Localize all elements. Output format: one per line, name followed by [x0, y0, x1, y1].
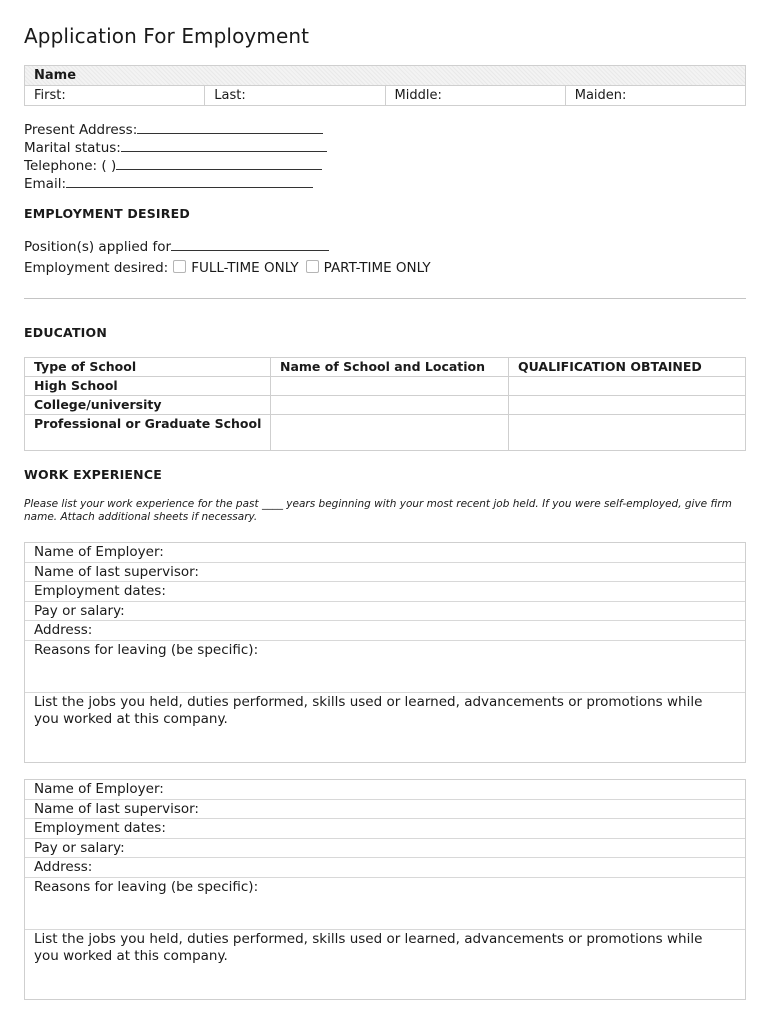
full-time-checkbox[interactable] [173, 260, 186, 273]
form-title: Application For Employment [24, 24, 310, 48]
name-table [24, 65, 746, 106]
pay-salary-field[interactable]: Pay or salary: [25, 602, 745, 622]
work-experience-note: Please list your work experience for the past ____ years beginning with your most recent job held. If you were self-employed, give firm name. Attach additional sheets if necessary. [24, 498, 732, 523]
contact-info [24, 121, 327, 193]
qualification-cell[interactable] [509, 396, 746, 415]
name-header: Name [25, 66, 745, 85]
column-qualification: QUALIFICATION OBTAINED [509, 358, 746, 377]
pay-salary-field[interactable]: Pay or salary: [25, 839, 745, 859]
employment-desired-section [24, 237, 431, 279]
supervisor-field[interactable]: Name of last supervisor: [25, 800, 745, 820]
employment-desired-heading: EMPLOYMENT DESIRED [24, 206, 190, 221]
positions-line[interactable] [171, 238, 329, 251]
marital-status-field[interactable] [24, 139, 327, 157]
supervisor-field[interactable]: Name of last supervisor: [25, 563, 745, 583]
part-time-checkbox[interactable] [306, 260, 319, 273]
qualification-cell[interactable] [509, 377, 746, 396]
work-experience-heading: WORK EXPERIENCE [24, 467, 162, 482]
email-label: Email: [24, 176, 67, 192]
name-fields-row [25, 85, 745, 105]
jobs-held-field[interactable]: List the jobs you held, duties performed, skills used or learned, advancements or promotions while you worked at this company. [34, 693, 703, 727]
reasons-for-leaving-field[interactable]: Reasons for leaving (be specific): [25, 878, 745, 930]
part-time-label: PART-TIME ONLY [323, 260, 431, 276]
last-name-field[interactable]: Last: [205, 86, 385, 105]
employment-dates-field[interactable]: Employment dates: [25, 582, 745, 602]
present-address-label: Present Address: [24, 122, 138, 138]
section-divider [24, 298, 746, 299]
table-row [25, 415, 746, 451]
school-name-cell[interactable] [271, 377, 509, 396]
employer-name-field[interactable]: Name of Employer: [25, 780, 745, 800]
middle-name-field[interactable]: Middle: [386, 86, 566, 105]
column-type-of-school: Type of School [25, 358, 271, 377]
table-row [25, 396, 746, 415]
column-name-of-school: Name of School and Location [271, 358, 509, 377]
maiden-name-field[interactable]: Maiden: [574, 88, 627, 103]
positions-field[interactable] [24, 237, 431, 258]
employment-type-row [24, 258, 431, 279]
school-type-high-school: High School [25, 377, 271, 396]
marital-status-label: Marital status: [24, 140, 121, 156]
school-type-professional: Professional or Graduate School [25, 415, 271, 451]
reasons-for-leaving-field[interactable]: Reasons for leaving (be specific): [25, 641, 745, 693]
email-field[interactable] [24, 175, 327, 193]
work-experience-block-2 [24, 779, 746, 1000]
email-line[interactable] [66, 175, 313, 188]
school-name-cell[interactable] [271, 396, 509, 415]
table-row [25, 377, 746, 396]
employment-dates-field[interactable]: Employment dates: [25, 819, 745, 839]
qualification-cell[interactable] [509, 415, 746, 451]
positions-label: Position(s) applied for [24, 239, 172, 255]
telephone-field[interactable] [24, 157, 327, 175]
telephone-label: Telephone: ( ) [24, 158, 117, 174]
education-table [24, 357, 746, 451]
employer-name-field[interactable]: Name of Employer: [25, 543, 745, 563]
full-time-label: FULL-TIME ONLY [191, 260, 299, 276]
school-name-cell[interactable] [271, 415, 509, 451]
education-header-row [25, 358, 746, 377]
marital-status-line[interactable] [121, 139, 327, 152]
school-type-college: College/university [25, 396, 271, 415]
present-address-line[interactable] [137, 121, 323, 134]
telephone-line[interactable] [116, 157, 322, 170]
employer-address-field[interactable]: Address: [25, 858, 745, 878]
education-heading: EDUCATION [24, 325, 108, 340]
work-experience-block-1 [24, 542, 746, 763]
present-address-field[interactable] [24, 121, 327, 139]
employment-desired-label: Employment desired: [24, 260, 169, 276]
employer-address-field[interactable]: Address: [25, 621, 745, 641]
jobs-held-field[interactable]: List the jobs you held, duties performed, skills used or learned, advancements or promotions while you worked at this company. [34, 930, 703, 964]
first-name-field[interactable]: First: [25, 86, 205, 105]
